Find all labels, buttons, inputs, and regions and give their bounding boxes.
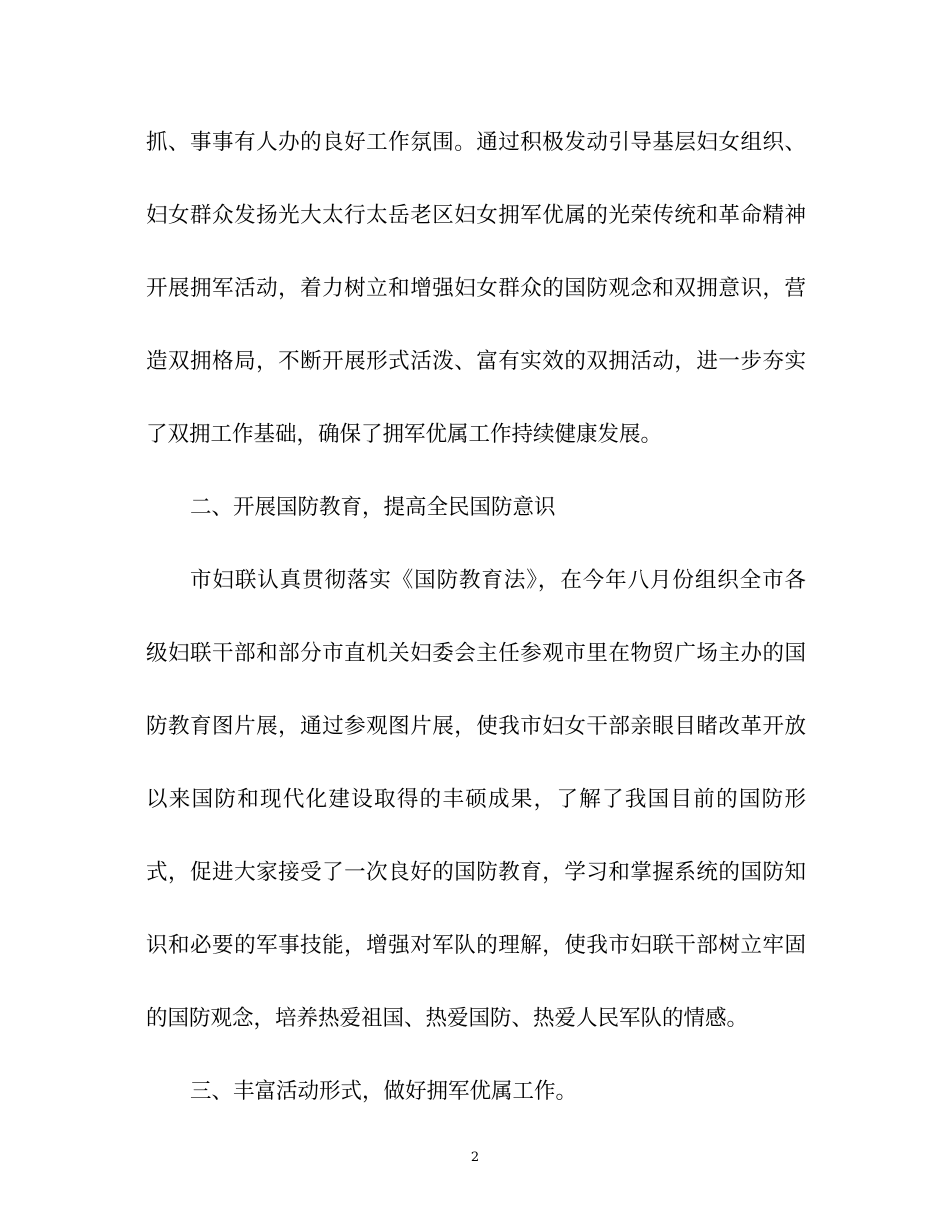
paragraph-line: 级妇联干部和部分市直机关妇委会主任参观市里在物贸广场主办的国 [146,641,806,666]
paragraph-line: 市妇联认真贯彻落实《国防教育法》，在今年八月份组织全市各 [190,568,806,593]
paragraph-line: 以来国防和现代化建设取得的丰硕成果，了解了我国目前的国防形 [146,787,806,812]
paragraph-line: 的国防观念，培养热爱祖国、热爱国防、热爱人民军队的情感。 [146,1006,749,1031]
paragraph-line: 了双拥工作基础，确保了拥军优属工作持续健康发展。 [146,422,663,447]
section-heading: 二、开展国防教育，提高全民国防意识 [190,495,556,520]
paragraph-line: 抓、事事有人办的良好工作氛围。通过积极发动引导基层妇女组织、 [146,130,806,155]
section-heading: 三、丰富活动形式，做好拥军优属工作。 [190,1079,578,1104]
paragraph-line: 造双拥格局，不断开展形式活泼、富有实效的双拥活动，进一步夯实 [146,349,806,374]
paragraph-line: 识和必要的军事技能，增强对军队的理解，使我市妇联干部树立牢固 [146,933,806,958]
paragraph-line: 开展拥军活动，着力树立和增强妇女群众的国防观念和双拥意识，营 [146,276,806,301]
page-number: 2 [470,1150,480,1165]
paragraph-line: 妇女群众发扬光大太行太岳老区妇女拥军优属的光荣传统和革命精神 [146,203,806,228]
paragraph-line: 式，促进大家接受了一次良好的国防教育，学习和掌握系统的国防知 [146,860,806,885]
paragraph-line: 防教育图片展，通过参观图片展，使我市妇女干部亲眼目睹改革开放 [146,714,806,739]
